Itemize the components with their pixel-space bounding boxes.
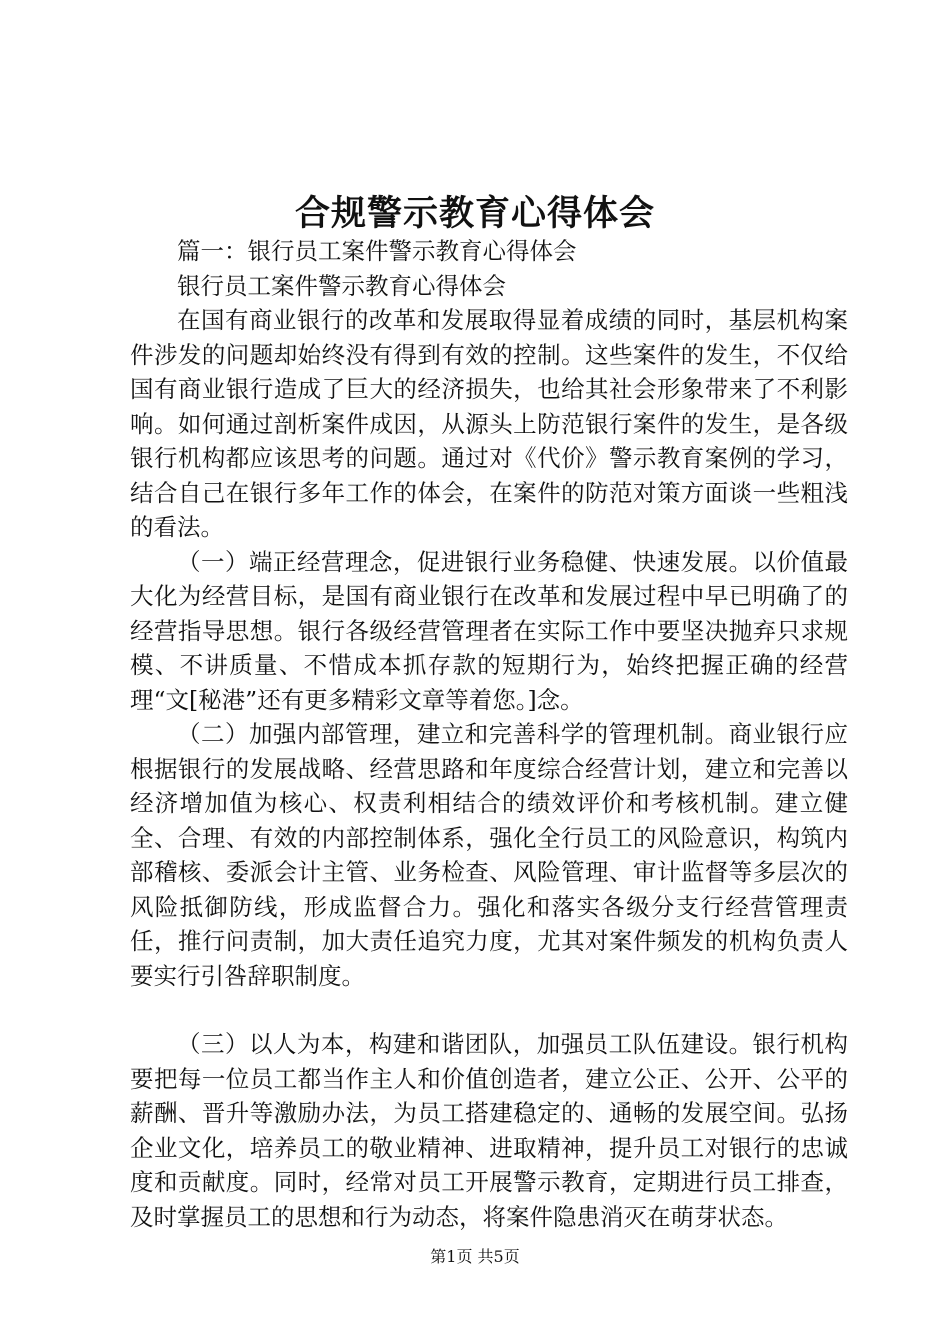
document-title: 合规警示教育心得体会 (294, 193, 655, 234)
body-paragraph: 在国有商业银行的改革和发展取得显着成绩的同时，基层机构案件涉发的问题却始终没有得到有效的控制。这些案件的发生，不仅给国有商业银行造成了巨大的经济损失，也给其社会形象带来了不利影响。如何通过剖析案件成因，从源头上防范银行案件的发生，是各级银行机构都应该思考的问题。通过对《代价》警示教育案例的学习，结合自己在银行多年工作的体会，在案件的防范对策方面谈一些粗浅的看法。 (130, 306, 848, 541)
body-paragraph: （二）加强内部管理，建立和完善科学的管理机制。商业银行应根据银行的发展战略、经营思路和年度综合经营计划，建立和完善以经济增加值为核心、权责利相结合的绩效评价和考核机制。建立健全、合理、有效的内部控制体系，强化全行员工的风险意识，构筑内部稽核、委派会计主管、业务检查、风险管理、审计监督等多层次的风险抵御防线，形成监督合力。强化和落实各级分支行经营管理责任，推行问责制，加大责任追究力度，尤其对案件频发的机构负责人要实行引咎辞职制度。 (130, 720, 848, 990)
page-footer: 第1页 共5页 (430, 1247, 520, 1266)
article-subtitle: 银行员工案件警示教育心得体会 (177, 271, 506, 300)
body-paragraph: （三）以人为本，构建和谐团队，加强员工队伍建设。银行机构要把每一位员工都当作主人和价值创造者，建立公正、公开、公平的薪酬、晋升等激励办法，为员工搭建稳定的、通畅的发展空间。弘扬企业文化，培养员工的敬业精神、进取精神，提升员工对银行的忠诚度和贡献度。同时，经常对员工开展警示教育，定期进行员工排查，及时掌握员工的思想和行为动态，将案件隐患消灭在萌芽状态。 (130, 1030, 848, 1231)
body-paragraph: （一）端正经营理念，促进银行业务稳健、快速发展。以价值最大化为经营目标，是国有商业银行在改革和发展过程中早已明确了的经营指导思想。银行各级经营管理者在实际工作中要坚决抛弃只求规模、不讲质量、不惜成本抓存款的短期行为，始终把握正确的经营理“文[秘港”还有更多精彩文章等着您。]念。 (130, 547, 848, 714)
section-heading: 篇一：银行员工案件警示教育心得体会 (177, 237, 577, 265)
document-body (130, 234, 848, 1234)
